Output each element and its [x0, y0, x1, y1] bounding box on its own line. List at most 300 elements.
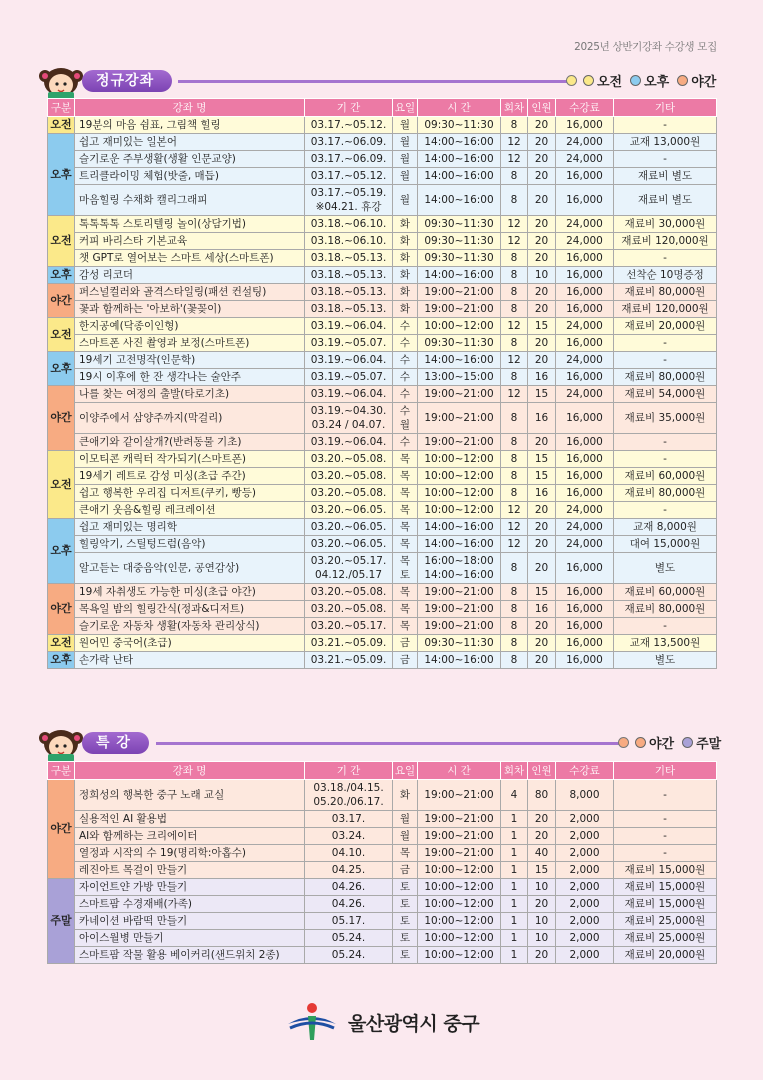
- capacity-cell: 16: [528, 403, 556, 434]
- time-cell: 09:30~11:30: [418, 635, 501, 652]
- note-cell: -: [614, 811, 717, 828]
- weekday-cell: 월: [393, 117, 418, 134]
- capacity-cell: 20: [528, 519, 556, 536]
- weekday-cell: 토: [393, 879, 418, 896]
- legend-dot-icon: [630, 75, 641, 86]
- time-cell: 10:00~12:00: [418, 451, 501, 468]
- column-header: 요일: [393, 99, 418, 117]
- weekday-cell: 월: [393, 185, 418, 216]
- table-row: [48, 913, 717, 930]
- time-cell: 10:00~12:00: [418, 318, 501, 335]
- course-name-cell: 원어민 중국어(초급): [75, 635, 305, 652]
- note-cell: 재료비 54,000원: [614, 386, 717, 403]
- table-row: [48, 828, 717, 845]
- capacity-cell: 20: [528, 618, 556, 635]
- time-cell: 14:00~16:00: [418, 267, 501, 284]
- fee-cell: 16,000: [556, 485, 614, 502]
- table-row: [48, 352, 717, 369]
- capacity-cell: 15: [528, 386, 556, 403]
- period-cell: 03.17.~06.09.: [305, 134, 393, 151]
- weekday-cell: 수: [393, 318, 418, 335]
- period-cell: 03.20.~05.17. 04.12./05.17: [305, 553, 393, 584]
- time-cell: 14:00~16:00: [418, 652, 501, 669]
- capacity-cell: 10: [528, 913, 556, 930]
- note-cell: 재료비 35,000원: [614, 403, 717, 434]
- period-cell: 03.18.~06.10.: [305, 233, 393, 250]
- course-name-cell: 마음힐링 수채화 캘리그래피: [75, 185, 305, 216]
- note-cell: -: [614, 250, 717, 267]
- period-cell: 03.19.~05.07.: [305, 369, 393, 386]
- period-cell: 03.19.~05.07.: [305, 335, 393, 352]
- weekday-cell: 토: [393, 930, 418, 947]
- capacity-cell: 20: [528, 947, 556, 964]
- time-cell: 14:00~16:00: [418, 536, 501, 553]
- period-cell: 03.18.~06.10.: [305, 216, 393, 233]
- note-cell: -: [614, 845, 717, 862]
- note-cell: 재료비 120,000원: [614, 233, 717, 250]
- table-row: [48, 151, 717, 168]
- weekday-cell: 목: [393, 451, 418, 468]
- legend-item-am: [583, 71, 622, 90]
- legend-dot-icon: [682, 737, 693, 748]
- sessions-cell: 8: [501, 301, 528, 318]
- weekday-cell: 토: [393, 896, 418, 913]
- weekday-cell: 수: [393, 434, 418, 451]
- sessions-cell: 8: [501, 601, 528, 618]
- fee-cell: 16,000: [556, 284, 614, 301]
- table-row: [48, 553, 717, 584]
- course-name-cell: 스마트폰 사진 촬영과 보정(스마트폰): [75, 335, 305, 352]
- time-cell: 19:00~21:00: [418, 811, 501, 828]
- period-cell: 03.20.~05.08.: [305, 468, 393, 485]
- course-name-cell: 이양주에서 삼양주까지(막걸리): [75, 403, 305, 434]
- period-cell: 04.25.: [305, 862, 393, 879]
- note-cell: 재료비 80,000원: [614, 485, 717, 502]
- legend-item-ev: [635, 733, 674, 752]
- footer-logo: [284, 1002, 479, 1042]
- period-cell: 05.17.: [305, 913, 393, 930]
- group-label: 오후: [48, 134, 75, 216]
- course-name-cell: 커피 바리스타 기본교육: [75, 233, 305, 250]
- table-row: [48, 635, 717, 652]
- time-cell: 14:00~16:00: [418, 352, 501, 369]
- sessions-cell: 1: [501, 879, 528, 896]
- course-name-cell: 19세 자취생도 가능한 미싱(초급 야간): [75, 584, 305, 601]
- capacity-cell: 20: [528, 151, 556, 168]
- period-cell: 03.19.~06.04.: [305, 434, 393, 451]
- note-cell: 별도: [614, 652, 717, 669]
- note-cell: -: [614, 618, 717, 635]
- sessions-cell: 12: [501, 216, 528, 233]
- column-header: 강좌 명: [75, 762, 305, 780]
- weekday-cell: 수: [393, 352, 418, 369]
- capacity-cell: 20: [528, 434, 556, 451]
- fee-cell: 16,000: [556, 601, 614, 618]
- sessions-cell: 8: [501, 451, 528, 468]
- period-cell: 03.18.~05.13.: [305, 301, 393, 318]
- weekday-cell: 목: [393, 536, 418, 553]
- note-cell: 교재 13,500원: [614, 635, 717, 652]
- group-label: 오후: [48, 267, 75, 284]
- special-section-header: [38, 728, 728, 760]
- period-cell: 03.18./04.15. 05.20./06.17.: [305, 780, 393, 811]
- group-label: 오전: [48, 451, 75, 519]
- sessions-cell: 8: [501, 284, 528, 301]
- capacity-cell: 16: [528, 485, 556, 502]
- note-cell: 재료비 15,000원: [614, 896, 717, 913]
- special-section-title: 특 강: [82, 732, 149, 754]
- fee-cell: 2,000: [556, 862, 614, 879]
- weekday-cell: 목: [393, 584, 418, 601]
- course-name-cell: 19세기 레트로 감성 미싱(초급 주간): [75, 468, 305, 485]
- period-cell: 03.17.~05.12.: [305, 168, 393, 185]
- fee-cell: 2,000: [556, 896, 614, 913]
- period-cell: 03.17.~05.12.: [305, 117, 393, 134]
- time-cell: 19:00~21:00: [418, 301, 501, 318]
- note-cell: -: [614, 352, 717, 369]
- column-header: 기 간: [305, 99, 393, 117]
- course-name-cell: 쉽고 행복한 우리집 디저트(쿠키, 빵등): [75, 485, 305, 502]
- capacity-cell: 20: [528, 335, 556, 352]
- capacity-cell: 10: [528, 879, 556, 896]
- sessions-cell: 8: [501, 618, 528, 635]
- course-name-cell: 슬기로운 주부생활(생활 인문교양): [75, 151, 305, 168]
- note-cell: 재료비 80,000원: [614, 369, 717, 386]
- group-label: 야간: [48, 386, 75, 451]
- section-rule: [156, 742, 620, 745]
- fee-cell: 16,000: [556, 403, 614, 434]
- note-cell: -: [614, 502, 717, 519]
- regular-course-table: [47, 98, 717, 669]
- note-cell: -: [614, 828, 717, 845]
- note-cell: 재료비 120,000원: [614, 301, 717, 318]
- course-name-cell: 퍼스널컬러와 골격스타일링(패션 컨설팅): [75, 284, 305, 301]
- time-cell: 10:00~12:00: [418, 862, 501, 879]
- course-name-cell: 목욕일 밤의 힐링간식(정과&디저트): [75, 601, 305, 618]
- fee-cell: 16,000: [556, 434, 614, 451]
- course-name-cell: 정희성의 행복한 중구 노래 교실: [75, 780, 305, 811]
- note-cell: 재료비 별도: [614, 185, 717, 216]
- table-row: [48, 502, 717, 519]
- time-cell: 16:00~18:00 14:00~16:00: [418, 553, 501, 584]
- capacity-cell: 10: [528, 930, 556, 947]
- weekday-cell: 수: [393, 369, 418, 386]
- table-row: [48, 117, 717, 134]
- capacity-cell: 20: [528, 185, 556, 216]
- column-header: 구분: [48, 99, 75, 117]
- sessions-cell: 1: [501, 947, 528, 964]
- time-cell: 14:00~16:00: [418, 134, 501, 151]
- time-cell: 10:00~12:00: [418, 913, 501, 930]
- weekday-cell: 수: [393, 386, 418, 403]
- time-cell: 14:00~16:00: [418, 168, 501, 185]
- legend-dot-icon: [635, 737, 646, 748]
- fee-cell: 16,000: [556, 267, 614, 284]
- sessions-cell: 8: [501, 185, 528, 216]
- note-cell: 재료비 80,000원: [614, 284, 717, 301]
- fee-cell: 16,000: [556, 652, 614, 669]
- capacity-cell: 20: [528, 828, 556, 845]
- column-header: 구분: [48, 762, 75, 780]
- fee-cell: 24,000: [556, 536, 614, 553]
- regular-legend: [583, 71, 716, 90]
- weekday-cell: 화: [393, 233, 418, 250]
- period-cell: 03.18.~05.13.: [305, 267, 393, 284]
- page-top-title: 2025년 상반기강좌 수강생 모집: [574, 41, 717, 53]
- sessions-cell: 1: [501, 845, 528, 862]
- time-cell: 10:00~12:00: [418, 947, 501, 964]
- period-cell: 05.24.: [305, 947, 393, 964]
- course-name-cell: 쉽고 재미있는 명리학: [75, 519, 305, 536]
- legend-item-pm: [630, 71, 669, 90]
- table-row: [48, 780, 717, 811]
- period-cell: 03.21.~05.09.: [305, 635, 393, 652]
- period-cell: 03.21.~05.09.: [305, 652, 393, 669]
- girl-mascot-icon: [38, 728, 84, 762]
- sessions-cell: 8: [501, 250, 528, 267]
- course-name-cell: 열정과 시작의 수 19(명리학:아홉수): [75, 845, 305, 862]
- table-row: [48, 601, 717, 618]
- rule-end-dot: [566, 75, 577, 86]
- capacity-cell: 15: [528, 318, 556, 335]
- time-cell: 19:00~21:00: [418, 601, 501, 618]
- course-name-cell: 챗 GPT로 열어보는 스마트 세상(스마트폰): [75, 250, 305, 267]
- column-header: 강좌 명: [75, 99, 305, 117]
- weekday-cell: 금: [393, 652, 418, 669]
- column-header: 회차: [501, 99, 528, 117]
- period-cell: 03.20.~05.08.: [305, 485, 393, 502]
- weekday-cell: 수 월: [393, 403, 418, 434]
- course-name-cell: 톡톡톡톡 스토리텔링 놀이(상담기법): [75, 216, 305, 233]
- weekday-cell: 화: [393, 284, 418, 301]
- period-cell: 03.19.~06.04.: [305, 318, 393, 335]
- capacity-cell: 20: [528, 896, 556, 913]
- sessions-cell: 12: [501, 318, 528, 335]
- sessions-cell: 12: [501, 233, 528, 250]
- note-cell: -: [614, 451, 717, 468]
- time-cell: 09:30~11:30: [418, 117, 501, 134]
- legend-item-ev: [677, 71, 716, 90]
- time-cell: 13:00~15:00: [418, 369, 501, 386]
- note-cell: -: [614, 780, 717, 811]
- legend-label: 주말: [696, 737, 722, 752]
- course-name-cell: 19시 이후에 한 잔 생각나는 술안주: [75, 369, 305, 386]
- course-name-cell: 슬기로운 자동차 생활(자동차 관리상식): [75, 618, 305, 635]
- sessions-cell: 1: [501, 862, 528, 879]
- fee-cell: 16,000: [556, 335, 614, 352]
- sessions-cell: 8: [501, 168, 528, 185]
- sessions-cell: 1: [501, 913, 528, 930]
- table-row: [48, 896, 717, 913]
- fee-cell: 16,000: [556, 553, 614, 584]
- capacity-cell: 16: [528, 601, 556, 618]
- table-row: [48, 369, 717, 386]
- table-row: [48, 216, 717, 233]
- time-cell: 10:00~12:00: [418, 930, 501, 947]
- group-label: 야간: [48, 780, 75, 879]
- weekday-cell: 금: [393, 635, 418, 652]
- capacity-cell: 20: [528, 811, 556, 828]
- regular-section-title: 정규강좌: [82, 70, 172, 92]
- table-row: [48, 485, 717, 502]
- table-row: [48, 862, 717, 879]
- group-label: 오후: [48, 352, 75, 386]
- fee-cell: 24,000: [556, 502, 614, 519]
- sessions-cell: 8: [501, 485, 528, 502]
- sessions-cell: 1: [501, 896, 528, 913]
- note-cell: -: [614, 335, 717, 352]
- time-cell: 14:00~16:00: [418, 519, 501, 536]
- course-name-cell: 알고듣는 대중음악(인문, 공연감상): [75, 553, 305, 584]
- table-row: [48, 233, 717, 250]
- note-cell: 재료비 25,000원: [614, 930, 717, 947]
- course-name-cell: 19분의 마음 쉼표, 그림책 힐링: [75, 117, 305, 134]
- period-cell: 03.19.~06.04.: [305, 352, 393, 369]
- fee-cell: 24,000: [556, 519, 614, 536]
- sessions-cell: 8: [501, 553, 528, 584]
- note-cell: 재료비 15,000원: [614, 862, 717, 879]
- sessions-cell: 12: [501, 502, 528, 519]
- capacity-cell: 15: [528, 468, 556, 485]
- fee-cell: 2,000: [556, 811, 614, 828]
- course-name-cell: 힐링악기, 스틸텅드럼(음악): [75, 536, 305, 553]
- capacity-cell: 20: [528, 502, 556, 519]
- time-cell: 19:00~21:00: [418, 828, 501, 845]
- special-course-table: [47, 761, 717, 964]
- time-cell: 19:00~21:00: [418, 584, 501, 601]
- fee-cell: 2,000: [556, 930, 614, 947]
- period-cell: 03.19.~04.30. 03.24 / 04.07.: [305, 403, 393, 434]
- note-cell: 재료비 20,000원: [614, 947, 717, 964]
- fee-cell: 24,000: [556, 386, 614, 403]
- table-row: [48, 284, 717, 301]
- period-cell: 03.20.~05.08.: [305, 584, 393, 601]
- fee-cell: 16,000: [556, 117, 614, 134]
- time-cell: 19:00~21:00: [418, 434, 501, 451]
- time-cell: 14:00~16:00: [418, 185, 501, 216]
- regular-section-header: [38, 66, 728, 98]
- course-name-cell: 스마트팜 수경재배(가족): [75, 896, 305, 913]
- sessions-cell: 12: [501, 536, 528, 553]
- note-cell: 재료비 20,000원: [614, 318, 717, 335]
- table-row: [48, 451, 717, 468]
- sessions-cell: 12: [501, 134, 528, 151]
- capacity-cell: 15: [528, 862, 556, 879]
- course-name-cell: 스마트팜 작물 활용 베이커리(샌드위치 2종): [75, 947, 305, 964]
- fee-cell: 16,000: [556, 451, 614, 468]
- legend-label: 오전: [597, 75, 623, 90]
- table-row: [48, 134, 717, 151]
- sessions-cell: 12: [501, 151, 528, 168]
- note-cell: 선착순 10명증정: [614, 267, 717, 284]
- girl-mascot-icon: [38, 66, 84, 100]
- weekday-cell: 화: [393, 250, 418, 267]
- weekday-cell: 수: [393, 335, 418, 352]
- capacity-cell: 16: [528, 369, 556, 386]
- weekday-cell: 월: [393, 168, 418, 185]
- time-cell: 10:00~12:00: [418, 502, 501, 519]
- course-name-cell: 레진아트 목걸이 만들기: [75, 862, 305, 879]
- note-cell: 재료비 15,000원: [614, 879, 717, 896]
- note-cell: 교재 8,000원: [614, 519, 717, 536]
- fee-cell: 2,000: [556, 947, 614, 964]
- capacity-cell: 40: [528, 845, 556, 862]
- note-cell: -: [614, 117, 717, 134]
- fee-cell: 16,000: [556, 250, 614, 267]
- column-header: 기타: [614, 99, 717, 117]
- weekday-cell: 목: [393, 845, 418, 862]
- course-name-cell: 카네이션 바람떡 만들기: [75, 913, 305, 930]
- period-cell: 03.18.~05.13.: [305, 284, 393, 301]
- capacity-cell: 20: [528, 536, 556, 553]
- course-name-cell: 트리클라이밍 체험(밧줄, 매듭): [75, 168, 305, 185]
- time-cell: 09:30~11:30: [418, 335, 501, 352]
- weekday-cell: 토: [393, 913, 418, 930]
- legend-dot-icon: [583, 75, 594, 86]
- fee-cell: 16,000: [556, 584, 614, 601]
- time-cell: 14:00~16:00: [418, 151, 501, 168]
- column-header: 시 간: [418, 99, 501, 117]
- group-label: 오전: [48, 318, 75, 352]
- period-cell: 03.20.~05.17.: [305, 618, 393, 635]
- weekday-cell: 금: [393, 862, 418, 879]
- weekday-cell: 목: [393, 519, 418, 536]
- column-header: 인원: [528, 99, 556, 117]
- period-cell: 05.24.: [305, 930, 393, 947]
- note-cell: 재료비 별도: [614, 168, 717, 185]
- fee-cell: 16,000: [556, 369, 614, 386]
- capacity-cell: 20: [528, 352, 556, 369]
- fee-cell: 24,000: [556, 216, 614, 233]
- sessions-cell: 8: [501, 635, 528, 652]
- table-row: [48, 930, 717, 947]
- capacity-cell: 20: [528, 134, 556, 151]
- fee-cell: 2,000: [556, 879, 614, 896]
- column-header: 기타: [614, 762, 717, 780]
- course-name-cell: 이모티콘 캐릭터 작가되기(스마트폰): [75, 451, 305, 468]
- period-cell: 03.19.~06.04.: [305, 386, 393, 403]
- weekday-cell: 목: [393, 618, 418, 635]
- table-row: [48, 536, 717, 553]
- time-cell: 19:00~21:00: [418, 403, 501, 434]
- capacity-cell: 20: [528, 301, 556, 318]
- weekday-cell: 월: [393, 828, 418, 845]
- group-label: 오전: [48, 635, 75, 652]
- capacity-cell: 20: [528, 635, 556, 652]
- course-name-cell: 자이언트얀 가방 만들기: [75, 879, 305, 896]
- course-name-cell: 큰애기 웃음&힐링 레크레이션: [75, 502, 305, 519]
- fee-cell: 24,000: [556, 318, 614, 335]
- time-cell: 19:00~21:00: [418, 618, 501, 635]
- note-cell: -: [614, 151, 717, 168]
- table-row: [48, 301, 717, 318]
- time-cell: 19:00~21:00: [418, 284, 501, 301]
- group-label: 오전: [48, 216, 75, 267]
- legend-label: 야간: [649, 737, 675, 752]
- period-cell: 03.18.~05.13.: [305, 250, 393, 267]
- sessions-cell: 12: [501, 352, 528, 369]
- weekday-cell: 목: [393, 502, 418, 519]
- weekday-cell: 화: [393, 267, 418, 284]
- table-row: [48, 468, 717, 485]
- period-cell: 03.17.~05.19. ※04.21. 휴강: [305, 185, 393, 216]
- time-cell: 19:00~21:00: [418, 386, 501, 403]
- capacity-cell: 15: [528, 584, 556, 601]
- sessions-cell: 8: [501, 267, 528, 284]
- course-name-cell: 큰애기와 같이살개?(반려동물 기초): [75, 434, 305, 451]
- capacity-cell: 20: [528, 553, 556, 584]
- table-row: [48, 168, 717, 185]
